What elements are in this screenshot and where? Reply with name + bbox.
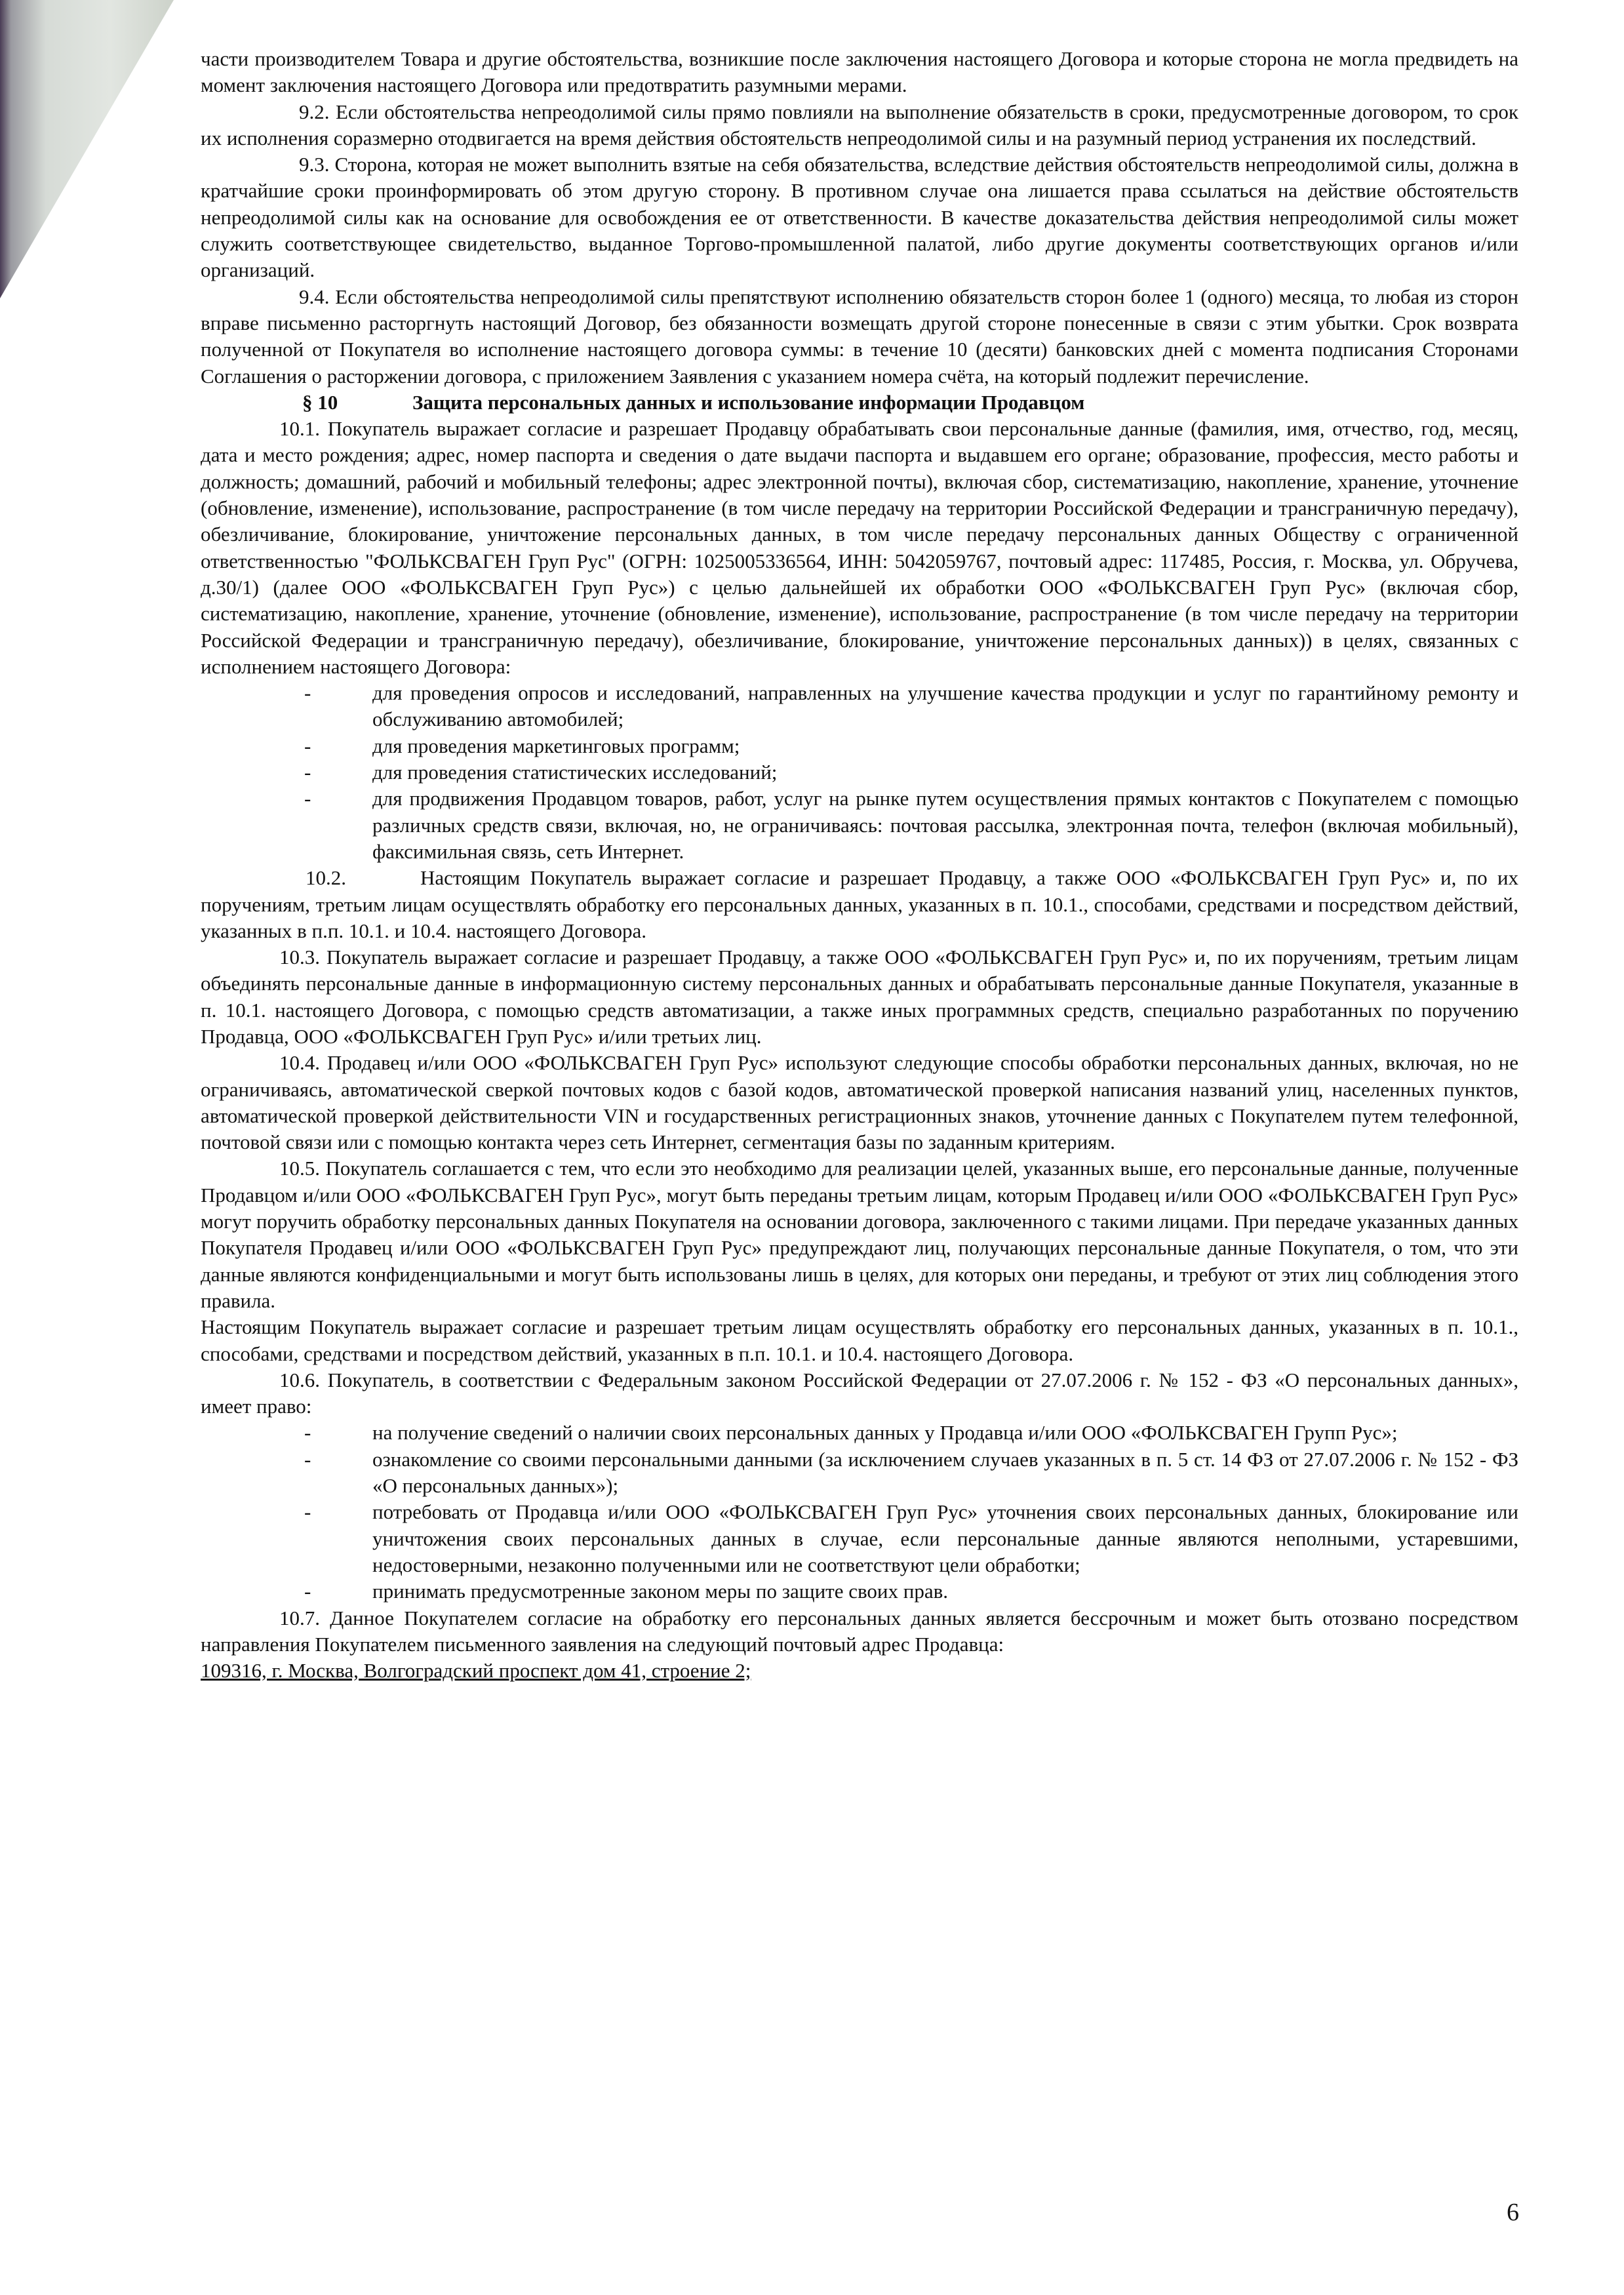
bullet-marker: - bbox=[304, 1447, 311, 1471]
bullet-marker: - bbox=[304, 734, 311, 757]
paragraph-10-3: 10.3. Покупатель выражает согласие и разрешает Продавцу, а также ООО «ФОЛЬКСВАГЕН Груп Рус» и, по их поручениям, третьим лицам объединять персональные данные в информационную систему персональных данных и обрабатывать персональные данные Покупателя, указанные в п. 10.1. настоящего Договора, с помощью средств автоматизации, а также иных программных средств, специально разработанных по поручению Продавца, ООО «ФОЛЬКСВАГЕН Груп Рус» и/или третьих лиц. bbox=[201, 946, 1518, 1048]
list-item: - для проведения маркетинговых программ; bbox=[201, 733, 1518, 759]
paragraph-9-4: 9.4. Если обстоятельства непреодолимой силы препятствуют исполнению обязательств сторон более 1 (одного) месяца, то любая из сторон вправе письменно расторгнуть настоящий Договор, без обязанности возмещать другой стороне понесенные в связи с этим убытки. Срок возврата полученной от Покупателя во исполнение настоящего договора суммы: в течение 10 (десяти) банковских дней с момента подписания Сторонами Соглашения о расторжении договора, с приложением Заявления с указанием номера счёта, на который подлежит перечисление. bbox=[201, 285, 1518, 388]
page-number: 6 bbox=[1507, 2199, 1519, 2226]
paragraph-9-3: 9.3. Сторона, которая не может выполнить взятые на себя обязательства, вследствие действия обстоятельств непреодолимой силы, должна в кратчайшие сроки проинформировать об этом другую сторону. В противном случае она лишается права ссылаться на действие обстоятельств непреодолимой силы как на основание для освобождения ее от ответственности. В качестве доказательства действия непреодолимой силы может служить соответствующее свидетельство, выданное Торгово-промышленной палатой, либо другие документы соответствующих органов и/или организаций. bbox=[201, 153, 1518, 282]
paragraph-10-6: 10.6. Покупатель, в соответствии с Федеральным законом Российской Федерации от 27.07.2006 г. № 152 - ФЗ «О персональных данных», имеет право: bbox=[201, 1368, 1518, 1418]
scan-shadow bbox=[0, 0, 184, 302]
bullet-marker: - bbox=[304, 681, 311, 705]
paragraph-10-4: 10.4. Продавец и/или ООО «ФОЛЬКСВАГЕН Груп Рус» используют следующие способы обработки персональных данных, включая, но не ограничиваясь, автоматической сверкой почтовых кодов с базой кодов, автоматической проверкой написания названий улиц, населенных пунктов, автоматической проверкой действительности VIN и государственных регистрационных знаков, уточнение данных с Покупателем путем телефонной, почтовой связи или с помощью контакта через сеть Интернет, сегментация базы по заданным критериям. bbox=[201, 1051, 1518, 1154]
section-10-heading bbox=[201, 389, 1518, 416]
paragraph-9-1-tail: части производителем Товара и другие обстоятельства, возникшие после заключения настоящего Договора и которые сторона не могла предвидеть на момент заключения настоящего Договора или предотвратить разумными мерами. bbox=[201, 47, 1518, 97]
section-10-title: Защита персональных данных и использование информации Продавцом bbox=[412, 390, 1085, 414]
seller-postal-address: 109316, г. Москва, Волгоградский проспект дом 41, строение 2; bbox=[201, 1659, 751, 1683]
section-10-number: § 10 bbox=[302, 390, 338, 414]
bullet-marker: - bbox=[304, 761, 311, 784]
paragraph-10-1: 10.1. Покупатель выражает согласие и разрешает Продавцу обрабатывать свои персональные данные (фамилия, имя, отчество, год, месяц, дата и место рождения; адрес, номер паспорта и сведения о дате выдачи паспорта и выдавшем его органе; образование, профессия, место работы и должность; домашний, рабочий и мобильный телефоны; адрес электронной почты), включая сбор, систематизацию, накопление, хранение, уточнение (обновление, изменение), использование, распространение (в том числе передачу на территории Российской Федерации и трансграничную передачу), обезличивание, блокирование, уничтожение персональных данных, в том числе передачу персональных данных Обществу с ограниченной ответственностью "ФОЛЬКСВАГЕН Груп Рус" (ОГРН: 1025005336564, ИНН: 5042059767, почтовый адрес: 117485, Россия, г. Москва, ул. Обручева, д.30/1) (далее ООО «ФОЛЬКСВАГЕН Груп Рус») с целью дальнейшей их обработки ООО «ФОЛЬКСВАГЕН Груп Рус» (включая сбор, систематизацию, накопление, хранение, уточнение (обновление, изменение), использование, распространение (в том числе передачу на территории Российской Федерации и трансграничную передачу), обезличивание, блокирование, уничтожение персональных данных)) в целях, связанных с исполнением настоящего Договора: bbox=[201, 417, 1518, 678]
paragraph-10-7: 10.7. Данное Покупателем согласие на обработку его персональных данных является бессрочным и может быть отозвано посредством направления Покупателем письменного заявления на следующий почтовый адрес Продавца: bbox=[201, 1606, 1518, 1656]
list-item: - ознакомление со своими персональными данными (за исключением случаев указанных в п. 5 ст. 14 ФЗ от 27.07.2006 г. № 152 - ФЗ «О персональных данных»); bbox=[304, 1447, 1518, 1498]
paragraph-10-2: 10.2. Настоящим Покупатель выражает согласие и разрешает Продавцу, а также ООО «ФОЛЬКСВАГЕН Груп Рус» и, по их поручениям, третьим лицам осуществлять обработку его персональных данных, указанных в п. 10.1., способами, средствами и посредством действий, указанных в п.п. 10.1. и 10.4. настоящего Договора. bbox=[201, 866, 1518, 942]
document-page bbox=[201, 46, 1518, 1684]
paragraph-9-2: 9.2. Если обстоятельства непреодолимой силы прямо повлияли на выполнение обязательств в сроки, предусмотренные договором, то срок их исполнения соразмерно отодвигается на время действия обстоятельств непреодолимой силы и на разумный период устранения их последствий. bbox=[201, 100, 1518, 150]
bullet-marker: - bbox=[304, 787, 311, 810]
list-item: - принимать предусмотренные законом меры по защите своих прав. bbox=[201, 1578, 1518, 1605]
bullet-marker: - bbox=[304, 1421, 311, 1445]
paragraph-10-5: 10.5. Покупатель соглашается с тем, что если это необходимо для реализации целей, указанных выше, его персональные данные, полученные Продавцом и/или ООО «ФОЛЬКСВАГЕН Груп Рус», могут быть переданы третьим лицам, которым Продавец и/или ООО «ФОЛЬКСВАГЕН Груп Рус» могут поручить обработку персональных данных Покупателя на основании договора, заключенного с такими лицами. При передаче указанных данных Покупателя Продавец и/или ООО «ФОЛЬКСВАГЕН Груп Рус» предупреждают лиц, получающих персональные данные Покупателя, о том, что эти данные являются конфиденциальными и могут быть использованы лишь в целях, для которых они переданы, и требуют от этих лиц соблюдения этого правила. bbox=[201, 1157, 1518, 1312]
list-item: - для проведения статистических исследований; bbox=[201, 759, 1518, 786]
paragraph-10-5-consent: Настоящим Покупатель выражает согласие и разрешает третьим лицам осуществлять обработку его персональных данных, указанных в п. 10.1., способами, средствами и посредством действий, указанных в п.п. 10.1. и 10.4. настоящего Договора. bbox=[201, 1315, 1518, 1365]
bullet-marker: - bbox=[304, 1580, 311, 1603]
paragraph-10-2-number: 10.2. bbox=[306, 866, 346, 890]
list-item: - для продвижения Продавцом товаров, работ, услуг на рынке путем осуществления прямых контактов с Покупателем с помощью различных средств связи, включая, но, не ограничиваясь: почтовая рассылка, электронная почта, телефон (включая мобильный), факсимильная связь, сеть Интернет. bbox=[304, 787, 1518, 863]
list-item: - потребовать от Продавца и/или ООО «ФОЛЬКСВАГЕН Груп Рус» уточнения своих персональных данных, блокирование или уничтожения своих персональных данных в случае, если персональные данные являются неполными, устаревшими, недостоверными, незаконно полученными или не соответствуют цели обработки; bbox=[304, 1500, 1518, 1576]
list-item: - для проведения опросов и исследований, направленных на улучшение качества продукции и услуг по гарантийному ремонту и обслуживанию автомобилей; bbox=[304, 681, 1518, 731]
bullet-marker: - bbox=[304, 1500, 311, 1524]
list-item: - на получение сведений о наличии своих персональных данных у Продавца и/или ООО «ФОЛЬКСВАГЕН Групп Рус»; bbox=[201, 1420, 1518, 1446]
